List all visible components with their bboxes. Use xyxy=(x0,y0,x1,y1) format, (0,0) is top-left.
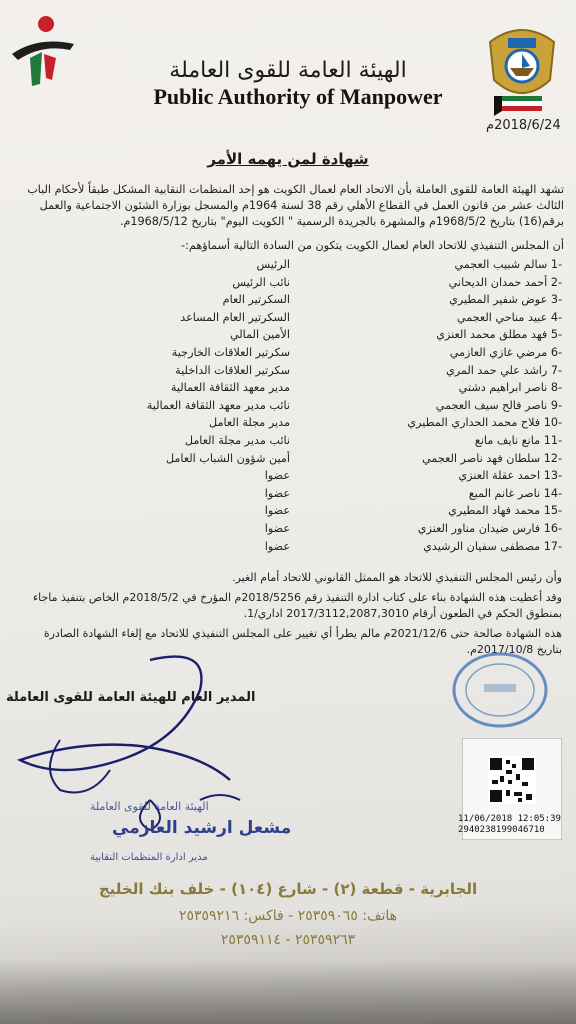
footer-phone-fax: هاتف: ٢٥٣٥٩٠٦٥ - فاكس: ٢٥٣٥٩٢١٦ xyxy=(178,908,398,924)
member-position: سكرتير العلاقات الخارجية xyxy=(171,346,290,359)
member-position: مدير مجلة العامل xyxy=(209,416,290,430)
photo-shadow xyxy=(0,960,576,1024)
member-name xyxy=(332,399,562,416)
note-legal-representative: وأن رئيس المجلس التنفيذي للاتحاد هو الممثل القانوني للاتحاد أمام الغير. xyxy=(232,571,562,584)
member-name xyxy=(332,293,562,310)
council-intro-paragraph: أن المجلس التنفيذي للاتحاد العام لعمال الكويت يتكون من السادة التالية أسماؤهم:- xyxy=(181,239,564,252)
member-name xyxy=(332,504,562,521)
member-name xyxy=(332,364,562,381)
note-issuance-basis: وقد أعطيت هذه الشهادة بناء على كتاب ادارة التنفيذ رقم 2018/5256م المؤرخ في 2018/5/2م الخاص بتنفيذ ماجاء بمنطوق الحكم في الطعون أرقام 2017/3112,2087,3010 اداري/1. xyxy=(32,591,562,620)
member-position: عضوا xyxy=(264,504,290,518)
member-name xyxy=(332,487,562,504)
member-number: -7 xyxy=(550,363,562,377)
member-name xyxy=(332,276,562,293)
qr-metadata xyxy=(458,814,561,836)
member-number: -13 xyxy=(543,469,562,483)
member-number: -8 xyxy=(550,381,562,395)
member-position: الرئيس xyxy=(256,258,290,271)
member-number: -5 xyxy=(550,328,562,342)
member-name xyxy=(332,540,562,557)
stamp-department: مدير ادارة المنظمات النقابية xyxy=(90,852,208,863)
member-name-text: أحمد حمدان الديحاني xyxy=(448,275,548,289)
member-position: عضوا xyxy=(264,522,290,535)
member-number: -16 xyxy=(543,522,562,535)
member-number: -9 xyxy=(550,398,562,412)
member-number: -1 xyxy=(550,258,562,271)
member-position: أمين شؤون الشباب العامل xyxy=(165,451,290,465)
notes-section xyxy=(16,570,562,662)
member-number: -14 xyxy=(543,486,562,500)
member-name-text: راشد علي حمد المري xyxy=(445,363,548,377)
stamp-signatory-name: مشعل ارشيد العازمي xyxy=(112,818,292,838)
member-name-text: مصطفى سفيان الرشيدي xyxy=(423,539,541,553)
member-name-text: ناصر غانم المبع xyxy=(468,486,541,500)
document-title: شهادة لمن يهمه الأمر xyxy=(207,150,369,168)
document-date: 2018/6/24م xyxy=(486,118,561,133)
member-name xyxy=(332,434,562,451)
member-name xyxy=(332,381,562,398)
member-position: السكرتير العام xyxy=(222,293,290,307)
manpower-logo-icon xyxy=(8,14,78,94)
member-name xyxy=(332,328,562,345)
member-position: عضوا xyxy=(264,486,290,500)
member-name-text: محمد فهاد المطيري xyxy=(448,504,541,518)
member-name-text: عبيد مناحي العجمي xyxy=(456,310,548,324)
member-name-text: ناصر ابراهيم دشتي xyxy=(458,381,548,395)
note-validity: هذه الشهادة صالحة حتى 2021/12/6م مالم يطرأ أي تغيير على المجلس التنفيذي للاتحاد مع إلغاء الشهادة الصادرة بتاريخ 2017/10/8م. xyxy=(43,627,562,656)
footer-address: الجابرية - قطعة (٢) - شارع (١٠٤) - خلف بنك الخليج xyxy=(98,880,478,898)
member-name xyxy=(332,311,562,328)
member-position: عضوا xyxy=(264,469,290,483)
member-name xyxy=(332,346,562,363)
intro-paragraph: تشهد الهيئة العامة للقوى العاملة بأن الاتحاد العام لعمال الكويت هو إحد المنظمات النقابية المشكل طبقاً لأحكام الباب الثالث عشر من قانون العمل في القطاع الأهلي رقم 38 لسنة 1964م والمسجل بوزارة الشئون الاجتماعية والعمل برقم(16) بتاريخ 1968/5/2م والمشهرة بالجريدة الرسمية " الكويت اليوم" بتاريخ 1968/5/12م. xyxy=(27,183,564,228)
qr-code-number: 2940238199046710 xyxy=(458,825,545,835)
member-number: -10 xyxy=(543,416,562,430)
stamp-org-name: الهيئة العامة للقوى العاملة xyxy=(90,800,209,813)
member-name-text: مرضي غازي العازمي xyxy=(449,346,548,359)
member-number: -4 xyxy=(550,310,562,324)
org-name-english: Public Authority of Manpower xyxy=(153,84,443,109)
member-name-text: فلاح محمد الحداري المطيري xyxy=(407,416,541,430)
member-name xyxy=(332,522,562,539)
member-name-text: سلطان فهد ناصر العجمي xyxy=(422,451,541,465)
footer-phones-extra: ٢٥٣٥٩٢٦٣ - ٢٥٣٥٩١١٤ xyxy=(220,932,356,948)
member-position: نائب الرئيس xyxy=(232,275,290,289)
member-number: -15 xyxy=(543,504,562,518)
signatory-title: المدير العام للهيئة العامة للقوى العاملة xyxy=(6,690,256,705)
member-number: -6 xyxy=(550,346,562,359)
member-position: سكرتير العلاقات الداخلية xyxy=(175,363,290,377)
official-seal-icon xyxy=(450,650,550,730)
qr-timestamp: 11/06/2018 12:05:39 xyxy=(458,814,561,824)
member-name-text: فهد مطلق محمد العنزي xyxy=(436,328,548,342)
member-number: -11 xyxy=(543,434,562,447)
member-position: نائب مدير معهد الثقافة العمالية xyxy=(146,398,290,412)
member-name xyxy=(332,452,562,469)
member-number: -12 xyxy=(543,451,562,465)
kuwait-emblem-icon xyxy=(480,22,564,122)
member-position: عضوا xyxy=(264,539,290,553)
member-position: السكرتير العام المساعد xyxy=(180,310,290,324)
member-name xyxy=(332,258,562,275)
member-position: مدير معهد الثقافة العمالية xyxy=(170,381,290,395)
member-name xyxy=(332,469,562,486)
member-name-text: سالم شبيب العجمي xyxy=(454,258,548,271)
member-name-text: عوض شفير المطيري xyxy=(449,293,548,307)
member-number: -2 xyxy=(550,275,562,289)
member-name-text: احمد عقلة العنزي xyxy=(458,469,541,483)
member-position: نائب مدير مجلة العامل xyxy=(184,434,290,447)
member-name-text: ناصر فالح سيف العجمي xyxy=(435,398,548,412)
org-name-arabic: الهيئة العامة للقوى العاملة xyxy=(169,58,407,83)
member-name xyxy=(332,416,562,433)
member-name-text: مانع نايف مانع xyxy=(474,434,541,447)
member-number: -3 xyxy=(550,293,562,307)
member-number: -17 xyxy=(543,539,562,553)
member-position: الأمين المالي xyxy=(229,328,290,342)
member-name-text: فارس ضيدان مناور العنزي xyxy=(417,522,541,535)
